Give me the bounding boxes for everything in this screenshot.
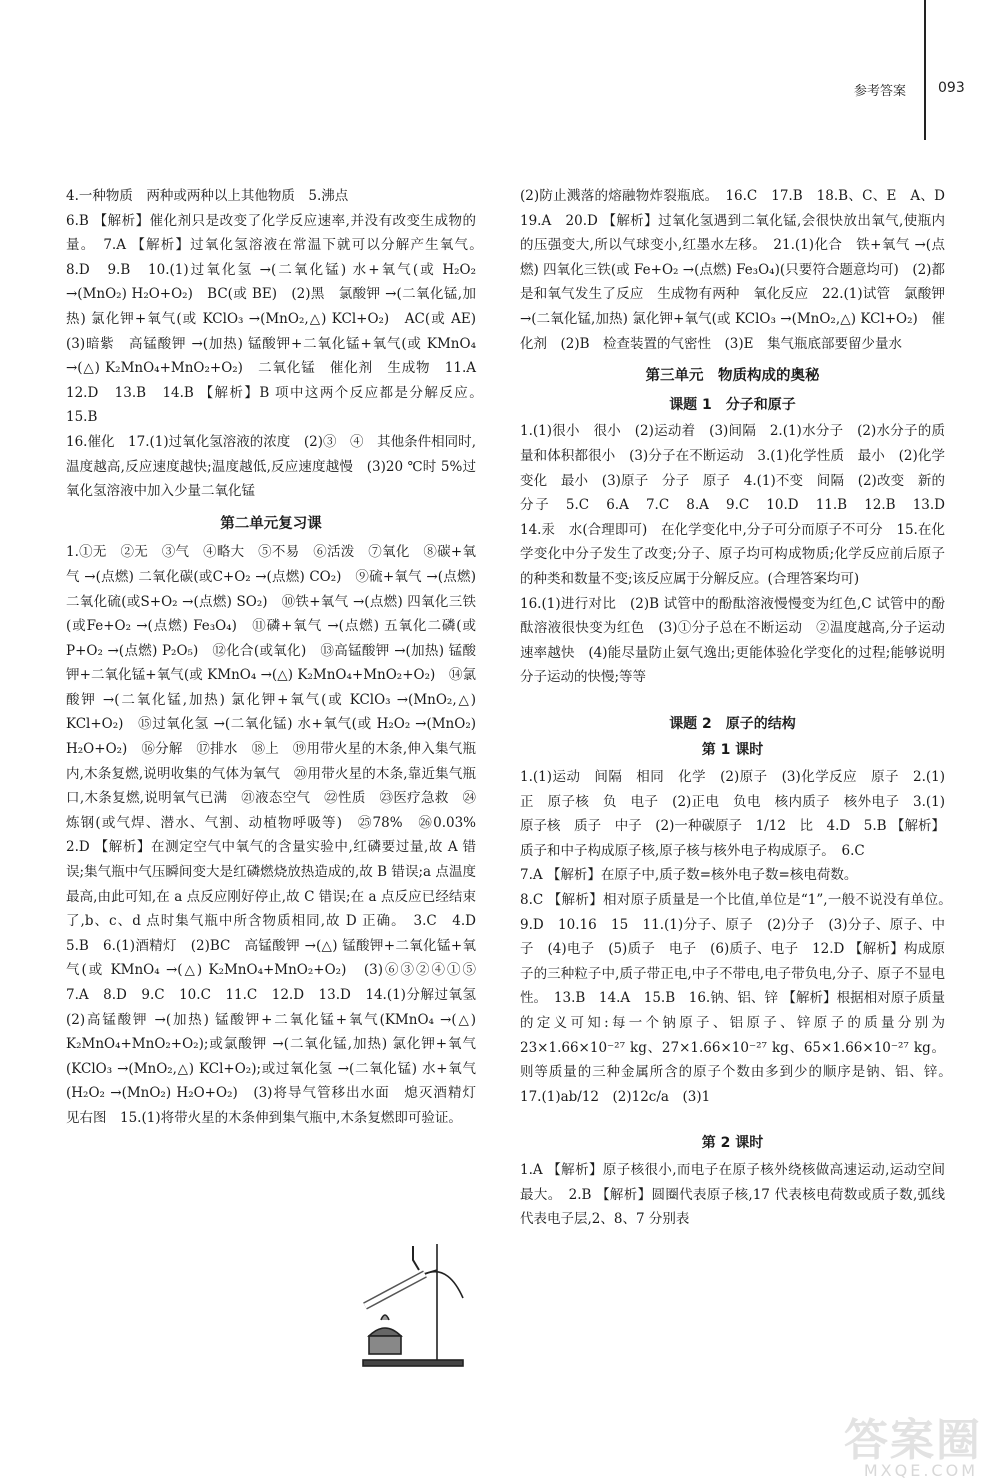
header-label: 参考答案 [853, 84, 906, 99]
lesson-heading: 第 1 课时 [701, 742, 764, 759]
left-column [66, 184, 490, 1131]
answer-paragraph: (2)防止溅落的熔融物炸裂瓶底。 16.C 17.B 18.B、C、E A、D 19.A 20.D 【解析】过氧化氢遇到二氧化锰,会很快放出氧气,使瓶内的压强变大,所以气球变小,红墨水左移。 21.(1)化合 铁+氧气 →(点燃) 四氧化三铁(或 Fe+O₂ →(点燃) Fe₃O₄)(只要符合题意均可) (2)都是和氧气发生了反应 生成物有两种 氧化反应 22.(1)试管 氯酸钾 →(二氧化锰,加热) 氯化钾+氧气(或 KClO₃ →(MnO₂,△) KCl+O₂) 催化剂 (2)B 检查装置的气密性 (3)E 集气瓶底部要留少量水 [520, 188, 959, 352]
lesson-heading: 第 2 课时 [701, 1135, 764, 1152]
watermark-url: MXQE.COM [863, 1461, 978, 1480]
section-heading: 第二单元复习课 [220, 515, 322, 532]
lesson-heading: 课题 2 原子的结构 [669, 715, 796, 732]
answer-paragraph: 8.C 【解析】相对原子质量是一个比值,单位是“1”,一般不说没有单位。 9.D 10.16 15 11.(1)分子、原子 (2)分子 (3)分子、原子、中子 (4)电子 (5)质子 电子 (6)质子、电子 12.D 【解析】构成原子的三种粒子中,质子带正电,中子不带电,电子带负电,分子、原子不显电性。 13.B 14.A 15.B 16.钠、铝、锌 【解析】根据相对原子质量的定义可知:每一个钠原子、铝原子、锌原子的质量分别为 23×1.66×10⁻²⁷ kg、27×1.66×10⁻²⁷ kg、65×1.66×10⁻²⁷ kg。则等质量的三种金属所含的原子个数由多到少的顺序是钠、铝、锌。 17.(1)ab/12 (2)12c/a (3)1 [520, 892, 959, 1105]
answer-paragraph: 1.①无 ②无 ③气 ④略大 ⑤不易 ⑥活泼 ⑦氧化 ⑧碳+氧气 →(点燃) 二氧化碳(或C+O₂ →(点燃) CO₂) ⑨硫+氧气 →(点燃) 二氧化硫(或S+O₂ →(点燃) SO₂) ⑩铁+氧气 →(点燃) 四氧化三铁(或Fe+O₂ →(点燃) Fe₃O₄) ⑪磷+氧气 →(点燃) 五氧化二磷(或P+O₂ →(点燃) P₂O₅) ⑫化合(或氧化) ⑬高锰酸钾 →(加热) 锰酸钾+二氧化锰+氧气(或 KMnO₄ →(△) K₂MnO₄+MnO₂+O₂) ⑭氯酸钾 →(二氧化锰,加热) 氯化钾+氧气(或 KClO₃ →(MnO₂,△) KCl+O₂) ⑮过氧化氢 →(二氧化锰) 水+氧气(或 H₂O₂ →(MnO₂) H₂O+O₂) ⑯分解 ⑰排水 ⑱上 ⑲用带火星的木条,伸入集气瓶内,木条复燃,说明收集的气体为氧气 ⑳用带火星的木条,靠近集气瓶口,木条复燃,说明氧气已满 ㉑液态空气 ㉒性质 ㉓医疗急救 ㉔炼钢(或气焊、潜水、气割、动植物呼吸等) ㉕78% ㉖0.03% 2.D 【解析】在测定空气中氧气的含量实验中,红磷要过量,故 A 错误;集气瓶中气压瞬间变大是红磷燃烧放热造成的,故 B 错误;a 点温度最高,由此可知,在 a 点反应刚好停止,故 C 错误;在 a 点反应已经结束了,b、c、d 点时集气瓶中所含物质相同,故 D 正确。 3.C 4.D 5.B 6.(1)酒精灯 (2)BC 高锰酸钾 →(△) 锰酸钾+二氧化锰+氧气(或 KMnO₄ →(△) K₂MnO₄+MnO₂+O₂) (3)⑥③②④①⑤ 7.A 8.D 9.C 10.C 11.C 12.D 13.D 14.(1)分解过氧氢 (2)高锰酸钾 →(加热) 锰酸钾+二氧化锰+氧气(KMnO₄ →(△) K₂MnO₄+MnO₂+O₂);或氯酸钾 →(二氧化锰,加热) 氯化钾+氧气(KClO₃ →(MnO₂,△) KCl+O₂);或过氧化氢 →(二氧化锰) 水+氧气(H₂O₂ →(MnO₂) H₂O+O₂) (3)将导气管移出水面 熄灭酒精灯 见右图 15.(1)将带火星的木条伸到集气瓶中,木条复燃即可验证。 [66, 544, 490, 1126]
apparatus-figure [355, 1240, 475, 1370]
answer-paragraph: 4.一种物质 两种或两种以上其他物质 5.沸点 [66, 188, 349, 204]
answer-paragraph: 1.A 【解析】原子核很小,而电子在原子核外绕核做高速运动,运动空间最大。 2.B 【解析】圆圈代表原子核,17 代表核电荷数或质子数,弧线代表电子层,2、8、7 分别表 [520, 1161, 945, 1228]
answer-paragraph: 16.催化 17.(1)过氧化氢溶液的浓度 (2)③ ④ 其他条件相同时,温度越高,反应速度越快;温度越低,反应速度越慢 (3)20 ℃时 5%过氧化氢溶液中加入少量二氧化锰 [66, 433, 476, 500]
alcohol-lamp [369, 1328, 401, 1336]
answer-paragraph: 1.(1)运动 间隔 相同 化学 (2)原子 (3)化学反应 原子 2.(1)正 原子核 负 电子 (2)正电 负电 核内质子 核外电子 3.(1)原子核 质子 中子 (2)一种碳原子 1/12 比 4.D 5.B 【解析】质子和中子构成原子核,原子核与核外电子构成原子。 6.C [520, 769, 945, 859]
answer-paragraph: 7.A 【解析】在原子中,质子数=核外电子数=核电荷数。 [520, 867, 858, 884]
lesson-heading: 课题 1 分子和原子 [669, 396, 796, 413]
answer-paragraph: 6.B 【解析】催化剂只是改变了化学反应速率,并没有改变生成物的量。 7.A 【解析】过氧化氢溶液在常温下就可以分解产生氧气。 8.D 9.B 10.(1)过氧化氢 →(二氧化锰) 水+氧气(或 H₂O₂ →(MnO₂) H₂O+O₂) BC(或 BE) (2)黑 氯酸钾 →(二氧化锰,加热) 氯化钾+氧气(或 KClO₃ →(MnO₂,△) KCl+O₂) AC(或 AE) (3)暗紫 高锰酸钾 →(加热) 锰酸钾+二氧化锰+氧气(或 KMnO₄ →(△) K₂MnO₄+MnO₂+O₂) 二氧化锰 催化剂 生成物 11.A 12.D 13.B 14.B 【解析】B 项中这两个反应都是分解反应。 15.B [66, 212, 490, 426]
header-rule [924, 0, 926, 140]
clamp-arrow [413, 1246, 419, 1270]
right-column [520, 184, 959, 1232]
section-heading: 第三单元 物质构成的奥秘 [645, 368, 820, 385]
stand-base [363, 1360, 463, 1366]
page-number: 093 [938, 80, 965, 96]
answer-paragraph: 16.(1)进行对比 (2)B 试管中的酚酞溶液慢慢变为红色,C 试管中的酚酞溶液很快变为红色 (3)①分子总在不断运动 ②温度越高,分子运动速率越快 (4)能尽量防止氨气逸出;更能体验化学变化的过程;能够说明分子运动的快慢;等等 [520, 595, 945, 686]
delivery-tube [425, 1272, 463, 1298]
watermark-logo: 答案圈 [844, 1415, 982, 1466]
answer-paragraph: 1.(1)很小 很小 (2)运动着 (3)间隔 2.(1)水分子 (2)水分子的质量和体积都很小 (3)分子在不断运动 3.(1)化学性质 最小 (2)化学变化 最小 (3)原子 分子 原子 4.(1)不变 间隔 (2)改变 新的分子 5.C 6.A 7.C 8.A 9.C 10.D 11.B 12.B 13.D 14.汞 水(合理即可) 在化学变化中,分子可分而原子不可分 15.在化学变化中分子发生了改变;分子、原子均可构成物质;化学反应前后原子的种类和数量不变;该反应属于分解反应。(合理答案均可) [520, 423, 959, 587]
